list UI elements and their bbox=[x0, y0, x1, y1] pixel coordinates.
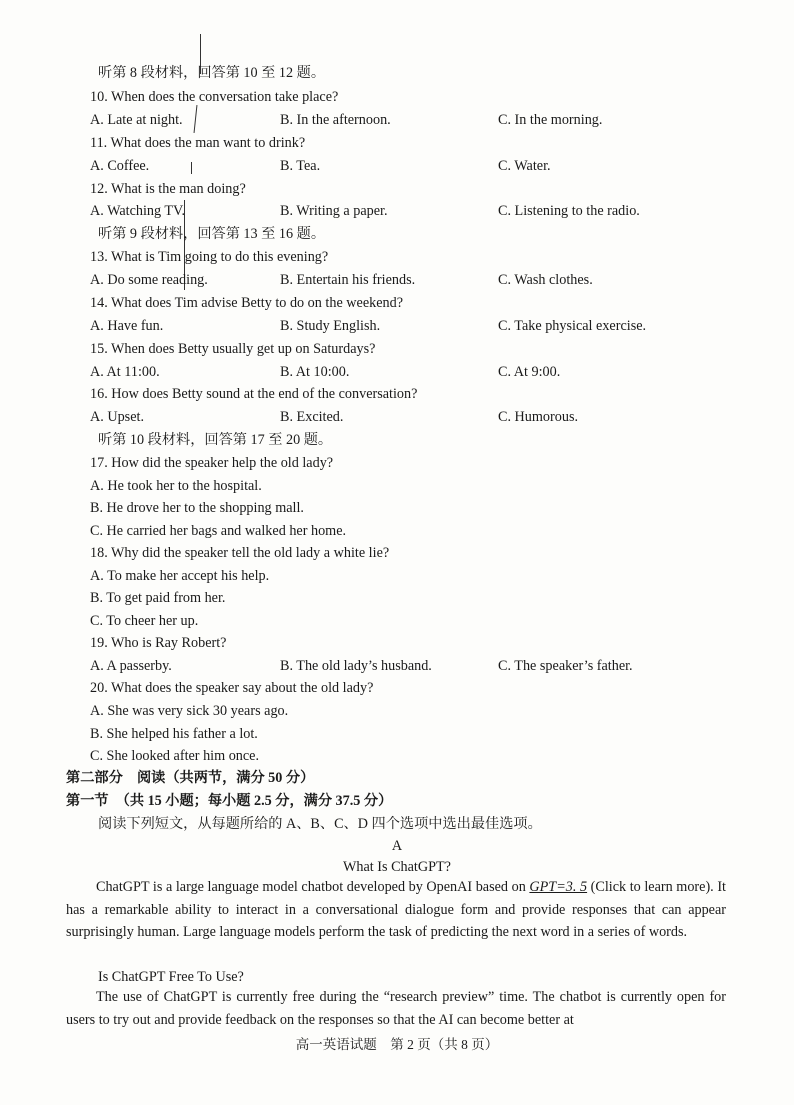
option-c: C. Wash clothes. bbox=[498, 272, 593, 288]
option-c: C. Humorous. bbox=[498, 409, 579, 425]
passage-paragraph bbox=[66, 876, 726, 944]
question-stem: 14. What does Tim advise Betty to do on the weekend? bbox=[90, 295, 404, 311]
passage-paragraph bbox=[66, 986, 726, 1031]
question-stem: 20. What does the speaker say about the old lady? bbox=[90, 680, 374, 696]
option-b: B. Excited. bbox=[280, 409, 344, 425]
passage-letter: A bbox=[391, 838, 403, 854]
question-stem: 16. How does Betty sound at the end of the conversation? bbox=[90, 386, 418, 402]
option-c: C. She looked after him once. bbox=[90, 748, 260, 764]
option-a: A. Upset. bbox=[90, 409, 144, 425]
option-b: B. Study English. bbox=[280, 318, 381, 334]
option-a: A. She was very sick 30 years ago. bbox=[90, 703, 289, 719]
passage-title: What Is ChatGPT? bbox=[343, 859, 451, 875]
question-stem: 19. Who is Ray Robert? bbox=[90, 635, 227, 651]
question-stem: 11. What does the man want to drink? bbox=[90, 135, 306, 151]
option-b: B. Writing a paper. bbox=[280, 203, 388, 219]
option-b: B. In the afternoon. bbox=[280, 112, 391, 128]
question-stem: 10. When does the conversation take place? bbox=[90, 89, 339, 105]
option-b: B. Tea. bbox=[280, 158, 321, 174]
instruction: 阅读下列短文，从每题所给的 A、B、C、D 四个选项中选出最佳选项。 bbox=[98, 816, 542, 832]
option-a: A. Have fun. bbox=[90, 318, 164, 334]
question-stem: 12. What is the man doing? bbox=[90, 181, 246, 197]
option-c: C. Water. bbox=[498, 158, 551, 174]
page-footer: 高一英语试题 第 2 页（共 8 页） bbox=[295, 1037, 499, 1052]
option-b: B. At 10:00. bbox=[280, 364, 350, 380]
option-a: A. He took her to the hospital. bbox=[90, 478, 262, 494]
option-b: B. The old lady’s husband. bbox=[280, 658, 432, 674]
question-stem: 17. How did the speaker help the old lady? bbox=[90, 455, 334, 471]
option-c: C. To cheer her up. bbox=[90, 613, 199, 629]
option-b: B. Entertain his friends. bbox=[280, 272, 416, 288]
scan-artifact-line bbox=[194, 105, 198, 133]
option-a: A. Late at night. bbox=[90, 112, 183, 128]
option-a: A. Coffee. bbox=[90, 158, 150, 174]
question-stem: 13. What is Tim going to do this evening? bbox=[90, 249, 329, 265]
option-c: C. In the morning. bbox=[498, 112, 603, 128]
option-c: C. The speaker’s father. bbox=[498, 658, 633, 674]
option-a: A. To make her accept his help. bbox=[90, 568, 270, 584]
scan-artifact-line bbox=[191, 162, 192, 174]
option-b: B. To get paid from her. bbox=[90, 590, 226, 606]
question-stem: 18. Why did the speaker tell the old lady a white lie? bbox=[90, 545, 390, 561]
section-heading: 听第 9 段材料，回答第 13 至 16 题。 bbox=[98, 226, 326, 242]
paragraph-text: ChatGPT is a large language model chatbot developed by OpenAI based on bbox=[96, 879, 530, 895]
option-b: B. He drove her to the shopping mall. bbox=[90, 500, 304, 516]
section-heading: 听第 8 段材料，回答第 10 至 12 题。 bbox=[98, 65, 326, 81]
option-c: C. Listening to the radio. bbox=[498, 203, 640, 219]
section-title: 第一节 （共 15 小题；每小题 2.5 分，满分 37.5 分） bbox=[66, 793, 393, 809]
option-a: A. Watching TV. bbox=[90, 203, 186, 219]
paragraph-text: (Click to learn more). It has a remarkable ability to interact in a conversational dialogue form and provide responses that can appear surprisingly human. Large language models perform the task of predicting the next word in a series of words. bbox=[66, 879, 726, 941]
option-b: B. She helped his father a lot. bbox=[90, 726, 258, 742]
gpt-link[interactable]: GPT=3. 5 bbox=[529, 879, 588, 895]
option-c: C. He carried her bags and walked her home. bbox=[90, 523, 347, 539]
option-a: A. A passerby. bbox=[90, 658, 172, 674]
question-stem: 15. When does Betty usually get up on Saturdays? bbox=[90, 341, 376, 357]
option-a: A. At 11:00. bbox=[90, 364, 160, 380]
passage-subheading: Is ChatGPT Free To Use? bbox=[98, 969, 244, 985]
option-a: A. Do some reading. bbox=[90, 272, 208, 288]
option-c: C. Take physical exercise. bbox=[498, 318, 647, 334]
paragraph-text: The use of ChatGPT is currently free during the “research preview” time. The chatbot is currently open for users to try out and provide feedback on the responses so that the AI can become better at bbox=[66, 989, 726, 1028]
part-title: 第二部分 阅读（共两节，满分 50 分） bbox=[66, 770, 315, 786]
section-heading: 听第 10 段材料，回答第 17 至 20 题。 bbox=[98, 432, 333, 448]
option-c: C. At 9:00. bbox=[498, 364, 561, 380]
